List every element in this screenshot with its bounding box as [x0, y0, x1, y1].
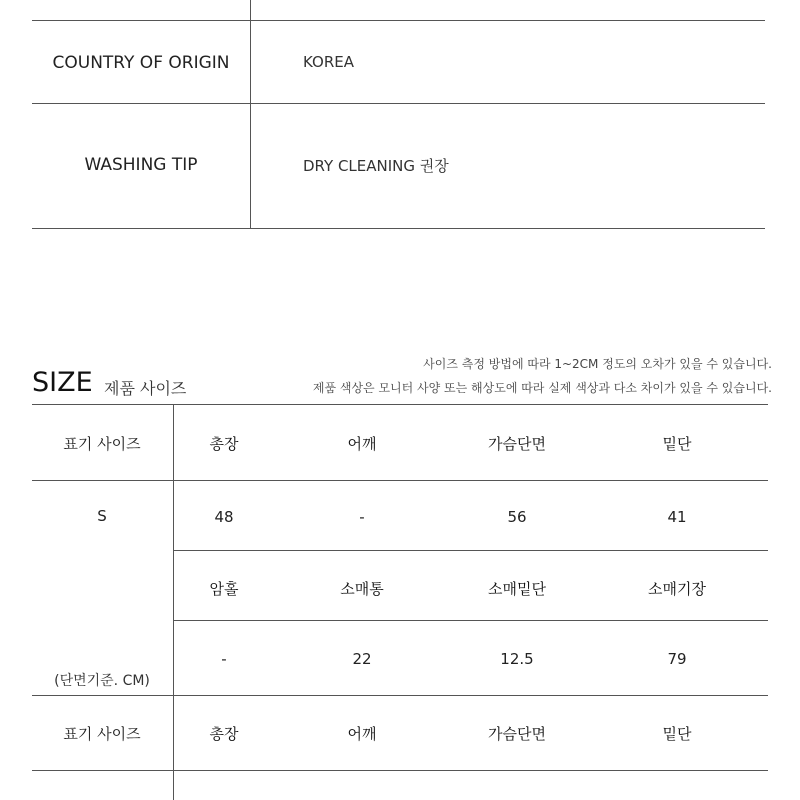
header-chest: 가슴단면	[488, 435, 546, 453]
value-total-length: 48	[214, 508, 234, 526]
unit-note: (단면기준. CM)	[54, 673, 150, 689]
header-chest-2: 가슴단면	[488, 725, 546, 743]
info-table-divider	[250, 103, 251, 228]
value-sleeve-width: 22	[352, 650, 372, 668]
header-shoulder: 어깨	[347, 435, 377, 453]
header-sleeve-width: 소매통	[340, 580, 384, 598]
size-title: SIZE	[32, 367, 93, 398]
size-label-s: S	[97, 507, 107, 525]
country-of-origin-label: COUNTRY OF ORIGIN	[52, 53, 230, 73]
size-table-rule	[32, 695, 768, 696]
header-sleeve-length: 소매기장	[648, 580, 706, 598]
size-note-color: 제품 색상은 모니터 사양 또는 해상도에 따라 실제 색상과 다소 차이가 있을 수 있습니다.	[312, 381, 772, 395]
header-total-length-2: 총장	[209, 725, 239, 743]
info-table-rule	[32, 20, 765, 21]
washing-tip-label: WASHING TIP	[84, 155, 198, 175]
info-table-divider-top	[250, 0, 251, 20]
size-table-rule	[32, 404, 768, 405]
size-table-rule	[32, 770, 768, 771]
value-shoulder: -	[359, 508, 365, 526]
value-hem: 41	[667, 508, 687, 526]
info-table-rule	[32, 228, 765, 229]
size-label-header: 표기 사이즈	[63, 435, 141, 453]
size-table-divider	[173, 404, 174, 800]
size-label-header-2: 표기 사이즈	[63, 725, 141, 743]
header-total-length: 총장	[209, 435, 239, 453]
header-hem: 밑단	[662, 435, 692, 453]
size-table-rule	[32, 480, 768, 481]
info-table-rule	[32, 103, 765, 104]
header-shoulder-2: 어깨	[347, 725, 377, 743]
info-table-divider	[250, 20, 251, 103]
value-armhole: -	[221, 650, 227, 668]
value-chest: 56	[507, 508, 527, 526]
header-armhole: 암홀	[209, 580, 239, 598]
size-table-rule	[173, 550, 768, 551]
washing-tip-value: DRY CLEANING 권장	[303, 157, 449, 175]
header-sleeve-hem: 소매밑단	[488, 580, 546, 598]
value-sleeve-length: 79	[667, 650, 687, 668]
size-note-measurement: 사이즈 측정 방법에 따라 1~2CM 정도의 오차가 있을 수 있습니다.	[423, 357, 772, 371]
country-of-origin-value: KOREA	[303, 53, 354, 71]
size-table-rule	[173, 620, 768, 621]
size-subtitle: 제품 사이즈	[104, 379, 187, 398]
header-hem-2: 밑단	[662, 725, 692, 743]
value-sleeve-hem: 12.5	[500, 650, 534, 668]
